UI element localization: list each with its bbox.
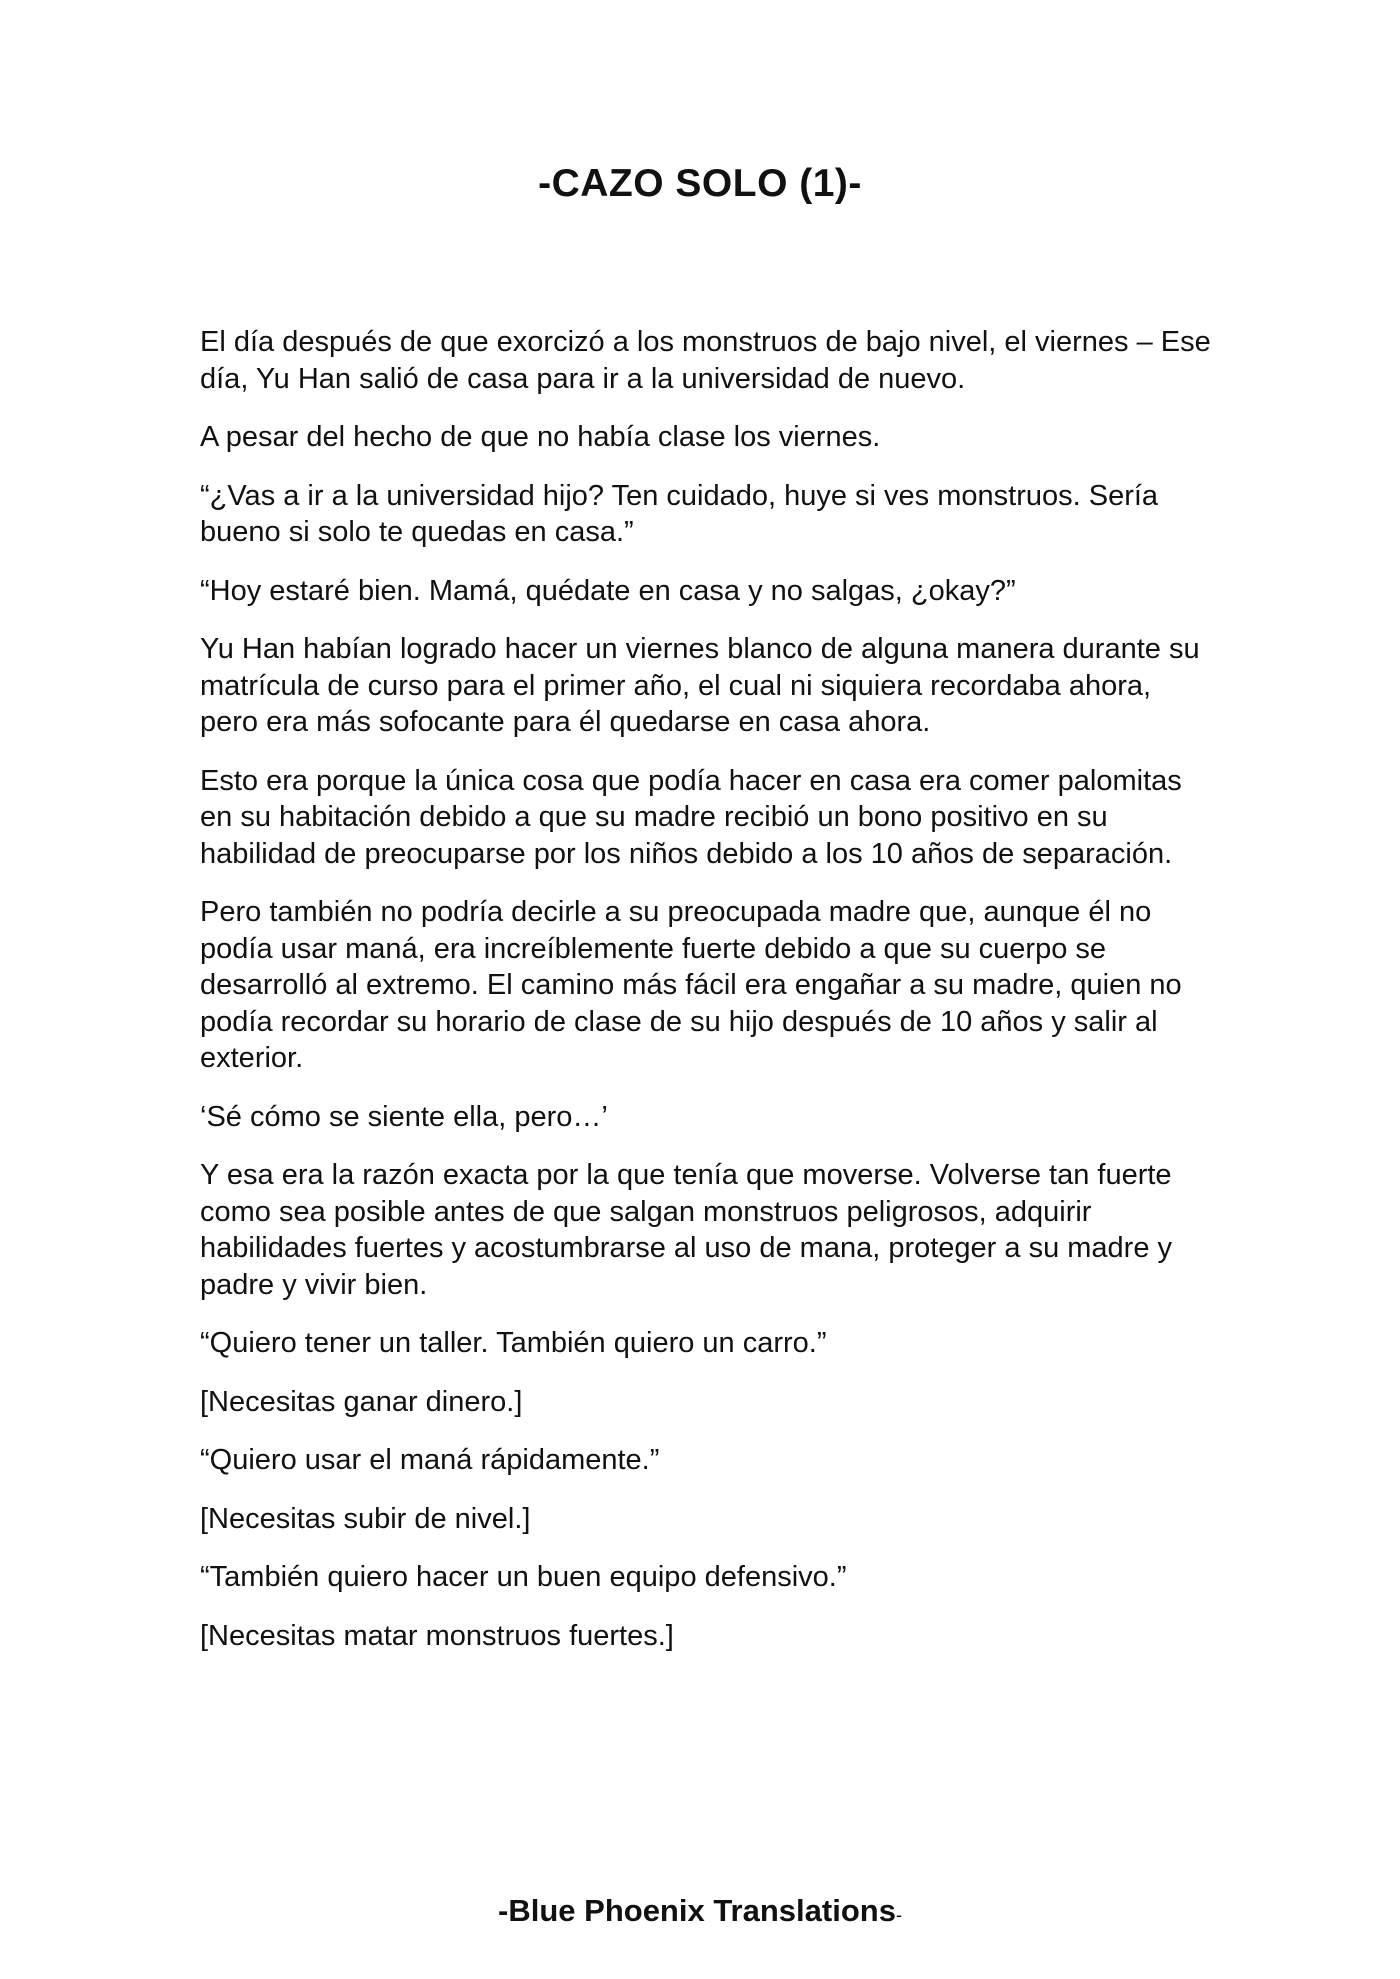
paragraph: “También quiero hacer un buen equipo defensivo.”: [200, 1561, 847, 1593]
paragraph: “Quiero usar el maná rápidamente.”: [200, 1444, 660, 1476]
paragraph: Yu Han habían logrado hacer un viernes blanco de alguna manera durante su matrícula de curso para el primer año, el cual ni siquiera recordaba ahora, pero era más sofocante para él quedarse en casa ahora.: [200, 633, 1200, 738]
translator-credit: [0, 1893, 1400, 1929]
paragraph: Y esa era la razón exacta por la que tenía que moverse. Volverse tan fuerte como sea posible antes de que salgan monstruos peligrosos, adquirir habilidades fuertes y acostumbrarse al uso de mana, proteger a su madre y padre y vivir bien.: [200, 1159, 1173, 1301]
paragraph: Esto era porque la única cosa que podía hacer en casa era comer palomitas en su habitación debido a que su madre recibió un bono positivo en su habilidad de preocuparse por los niños debido a los 10 años de separación.: [200, 764, 1182, 870]
translator-credit-dash: -: [895, 1905, 902, 1925]
page-title: -CAZO SOLO (1)-: [538, 162, 862, 205]
document-body: [200, 324, 1215, 1676]
paragraph: El día después de que exorcizó a los monstruos de bajo nivel, el viernes – Ese día, Yu Han salió de casa para ir a la universidad de nuevo.: [200, 326, 1211, 395]
paragraph: ‘Sé cómo se siente ella, pero…’: [200, 1100, 608, 1133]
paragraph: Pero también no podría decirle a su preocupada madre que, aunque él no podía usar maná, era increíblemente fuerte debido a que su cuerpo se desarrolló al extremo. El camino más fácil era engañar a su madre, quien no podía recordar su horario de clase de su hijo después de 10 años y salir al exterior.: [200, 896, 1182, 1074]
translator-credit-name: -Blue Phoenix Translations: [498, 1893, 896, 1928]
paragraph: “Quiero tener un taller. También quiero un carro.”: [200, 1327, 827, 1359]
paragraph: “¿Vas a ir a la universidad hijo? Ten cuidado, huye si ves monstruos. Sería bueno si solo te quedas en casa.”: [200, 479, 1159, 548]
paragraph: [Necesitas subir de nivel.]: [200, 1502, 531, 1535]
paragraph: A pesar del hecho de que no había clase los viernes.: [200, 421, 881, 453]
paragraph: [Necesitas ganar dinero.]: [200, 1385, 523, 1418]
paragraph: [Necesitas matar monstruos fuertes.]: [200, 1619, 674, 1652]
paragraph: “Hoy estaré bien. Mamá, quédate en casa y no salgas, ¿okay?”: [200, 574, 1016, 607]
